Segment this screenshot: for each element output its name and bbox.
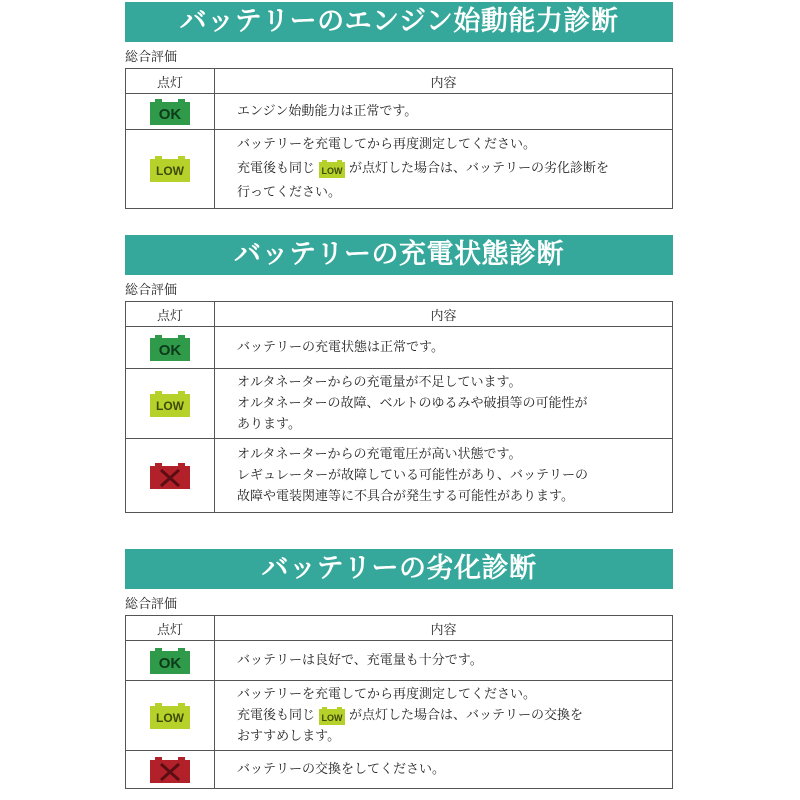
section-subhead: 総合評価	[125, 50, 178, 65]
desc-line: オルタネーターの故障、ベルトのゆるみや破損等の可能性が	[237, 396, 588, 411]
lamp-label: OK	[158, 654, 182, 672]
result-table	[125, 615, 673, 789]
lamp-label: OK	[158, 105, 182, 123]
table-row	[126, 369, 673, 439]
low-lamp-icon	[319, 707, 345, 725]
desc-line: バッテリーの充電状態は正常です。	[237, 339, 444, 355]
low-lamp-icon	[150, 156, 190, 182]
ok-lamp-icon	[150, 99, 190, 125]
lamp-cell	[126, 439, 215, 513]
desc-cell	[215, 327, 673, 369]
col-light-header: 点灯	[126, 69, 215, 94]
desc-cell	[215, 751, 673, 789]
lamp-cell	[126, 751, 215, 789]
desc-cell	[215, 681, 673, 751]
section-title: バッテリーのエンジン始動能力診断	[125, 2, 673, 42]
result-table	[125, 68, 673, 209]
table-row	[126, 681, 673, 751]
lamp-cell	[126, 369, 215, 439]
error-lamp-icon	[150, 757, 190, 783]
table-row	[126, 94, 673, 130]
desc-cell	[215, 130, 673, 209]
lamp-label: LOW	[321, 165, 343, 176]
ok-lamp-icon	[150, 648, 190, 674]
desc-line	[237, 157, 672, 181]
result-table	[125, 301, 673, 513]
lamp-label: LOW	[156, 398, 184, 413]
desc-line: レギュレーターが故障している可能性があり、バッテリーの	[237, 468, 589, 483]
ok-lamp-icon	[150, 335, 190, 361]
lamp-label: LOW	[156, 164, 184, 178]
col-content-header: 内容	[215, 616, 673, 641]
section-charge-state	[125, 235, 673, 513]
section-start-ability	[125, 2, 673, 209]
table-row	[126, 751, 673, 789]
lamp-cell	[126, 641, 215, 681]
table-row	[126, 641, 673, 681]
desc-line: 行ってください。	[237, 185, 342, 200]
col-light-header: 点灯	[126, 616, 215, 641]
desc-fragment: が点灯した場合は、バッテリーの劣化診断を	[349, 161, 610, 176]
desc-line: バッテリーは良好で、充電量も十分です。	[237, 652, 483, 668]
lamp-cell	[126, 681, 215, 751]
desc-line: おすすめします。	[237, 729, 341, 744]
col-content-header: 内容	[215, 302, 673, 327]
low-lamp-icon	[319, 160, 345, 178]
desc-cell	[215, 94, 673, 130]
desc-line: オルタネーターからの充電量が不足しています。	[237, 375, 522, 390]
desc-line: あります。	[237, 417, 301, 432]
desc-line: バッテリーを充電してから再度測定してください。	[237, 137, 537, 152]
lamp-cell	[126, 94, 215, 130]
desc-line: エンジン始動能力は正常です。	[237, 103, 418, 119]
desc-fragment: 充電後も同じ	[237, 161, 316, 176]
lamp-cell	[126, 130, 215, 209]
desc-line: オルタネーターからの充電電圧が高い状態です。	[237, 447, 522, 462]
col-content-header: 内容	[215, 69, 673, 94]
low-lamp-icon	[150, 703, 190, 729]
section-title: バッテリーの充電状態診断	[125, 235, 673, 275]
table-row	[126, 130, 673, 209]
desc-fragment: が点灯した場合は、バッテリーの交換を	[349, 708, 584, 723]
section-subhead: 総合評価	[125, 283, 178, 298]
desc-line	[237, 705, 672, 726]
section-subhead: 総合評価	[125, 597, 178, 612]
desc-cell	[215, 369, 673, 439]
desc-line: 故障や電装関連等に不具合が発生する可能性があります。	[237, 489, 574, 504]
desc-cell	[215, 439, 673, 513]
lamp-label: LOW	[156, 710, 184, 725]
table-row	[126, 327, 673, 369]
desc-line: バッテリーを充電してから再度測定してください。	[237, 687, 537, 702]
section-title: バッテリーの劣化診断	[125, 549, 673, 589]
desc-cell	[215, 641, 673, 681]
lamp-cell	[126, 327, 215, 369]
lamp-label: LOW	[321, 712, 343, 723]
error-lamp-icon	[150, 463, 190, 489]
lamp-label: OK	[158, 341, 182, 359]
col-light-header: 点灯	[126, 302, 215, 327]
table-row	[126, 439, 673, 513]
desc-fragment: 充電後も同じ	[237, 708, 316, 723]
desc-line: バッテリーの交換をしてください。	[237, 761, 446, 777]
section-deterioration	[125, 549, 673, 789]
low-lamp-icon	[150, 391, 190, 417]
